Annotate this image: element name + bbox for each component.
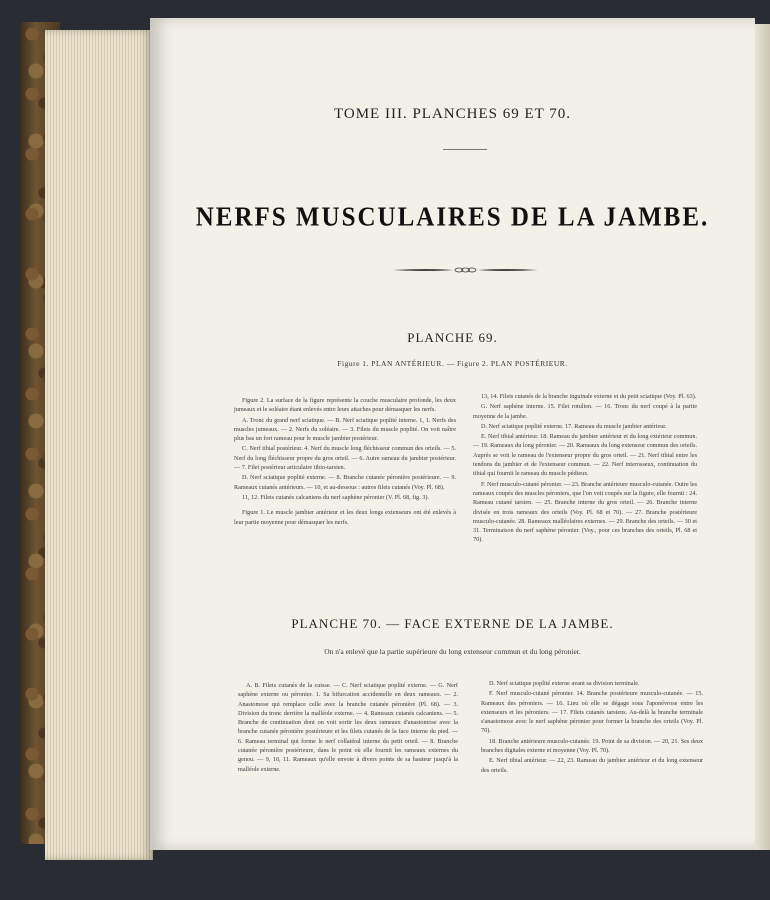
page-title: NERFS MUSCULAIRES DE LA JAMBE. xyxy=(195,202,710,233)
paragraph: Figure 2. La surface de la figure représente la couche musculaire profonde, les deux jumeaux et le soléaire étant enlevés entre leurs attaches pour démasquer les nerfs. xyxy=(234,397,456,414)
paragraph: Figure 1. Le muscle jambier antérieur et les deux longs extenseurs ont été enlevés à leur partie moyenne pour démasquer les nerfs. xyxy=(234,509,456,526)
plate-69-right-column xyxy=(473,392,697,546)
next-page-edge xyxy=(755,24,770,850)
page-edges xyxy=(45,30,153,860)
paragraph: D. Nerf sciatique poplité externe. 17. Rameau du muscle jambier antérieur. xyxy=(481,422,667,430)
paragraph: D. Nerf sciatique poplité externe. — 8. Branche cutanée péronière postérieure. — 9. Rameaux cutanés antérieurs. — 10, et au-dessous : autres filets cutanés (Voy. Pl. 68). xyxy=(234,474,456,491)
plate-70-note: On n'a enlevé que la partie supérieure du long extenseur commun et du long péronier. xyxy=(324,647,581,656)
ornament-divider xyxy=(393,266,538,274)
paragraph: 18. Branche antérieure musculo-cutanée. 19. Point de sa division. — 20, 21. Ses deux branches digitales externe et moyenne (Voy. Pl. 70). xyxy=(481,737,703,755)
plate-70-right-column xyxy=(481,679,703,776)
paragraph: E. Nerf tibial antérieur. — 22, 23. Rameau du jambier antérieur et du long extenseur des orteils. xyxy=(481,757,703,774)
plate-69-heading: PLANCHE 69. xyxy=(407,330,498,345)
paragraph: E. Nerf tibial antérieur. 18. Rameau du jambier antérieur et du long extérieur commun. — 19. Rameaux du long péronier. — 20. Rameaux du long extenseur commun des orteils. Auprès se voit le rameau de l'extenseur propre du gros orteil. — 21. Nerf tibial entre les tendons du jambier et de l'extenseur commun. — 22. Nerf interosseux, continuation du tibial qui fournit le rameau du muscle pédieux. xyxy=(473,433,697,478)
paragraph: F. Nerf musculo-cutané péronier. 14. Branche postérieure musculo-cutanée. — 15. Rameaux des péroniers. — 16. Lieu où elle se dégage sous l'aponévrose entre les extenseurs et les péroniers. — 17. Filets cutanés tarsiens. Au-delà la branche terminale s'anastomose avec le nerf saphène péronier pour former la branche des orteils (Voy. Pl. 70). xyxy=(481,690,703,735)
plate-69-figures-caption: Figure 1. PLAN ANTÉRIEUR. — Figure 2. PLAN POSTÉRIEUR. xyxy=(337,359,568,368)
plate-69-left-column xyxy=(234,396,456,528)
plate-70-heading: PLANCHE 70. — FACE EXTERNE DE LA JAMBE. xyxy=(291,616,614,631)
paragraph: A. Tronc du grand nerf sciatique. — B. Nerf sciatique poplité interne. 1, 1. Nerfs des muscles jumeaux. — 2. Nerfs du soléaire. — 3. Filets du muscle poplité. On voit naître plus bas un fort rameau pour le muscle jambier postérieur. xyxy=(234,416,456,443)
paragraph: 11, 12. Filets cutanés calcaniens du nerf saphène péronier (V. Pl. 68, fig. 3). xyxy=(242,493,429,501)
book-page xyxy=(150,18,755,850)
paragraph: G. Nerf saphène interne. 15. Filet rotulien. — 16. Tronc du nerf coupé à la partie moyenne de la jambe. xyxy=(473,403,697,420)
paragraph: D. Nerf sciatique poplité externe avant sa division terminale. xyxy=(489,680,640,687)
paragraph: 13, 14. Filets cutanés de la branche inguinale externe et du petit sciatique (Voy. Pl. 63). xyxy=(481,393,697,400)
volume-heading: TOME III. PLANCHES 69 ET 70. xyxy=(333,106,572,122)
paragraph: F. Nerf musculo-cutané péronier. — 23. Branche antérieure musculo-cutanée. Outre les rameaux coupés des muscles péroniers, que l'on voit coupés sur la figure, elle fournit : 24. Rameau cutané tarsien. — 25. Branche interne du gros orteil. — 26. Branche interne divisée en trois rameaux des orteils (Voy. Pl. 68 et 70). — 27. Branche postérieure musculo-cutanée. 28. Rameaux malléolaires externes. — 29. Branche des orteils. — 30 et 31. Terminaison du nerf saphène péronier. (Voy., pour ces branches des orteils, Pl. 68 et 70). xyxy=(473,480,697,544)
divider-rule xyxy=(443,149,487,150)
paragraph: C. Nerf tibial postérieur. 4. Nerf du muscle long fléchisseur commun des orteils. — 5. Nerf du long fléchisseur propre du gros orteil. — 6. Autre rameau du jambier postérieur. — 7. Filet postérieur articulaire tibio-tarsien. xyxy=(234,445,456,472)
plate-70-left-column xyxy=(238,681,458,775)
paragraph: A. B. Filets cutanés de la cuisse. — C. Nerf sciatique poplité externe. — G. Nerf saphène externe ou péronier. 1. Sa bifurcation accidentelle en deux rameaux. — 2. Anastomose qui remplace celle avec la branche cutanée péronière (Pl. 68). — 3. Division du tronc derrière la malléole externe. — 4. Rameaux cutanés calcaniens. — 5. Branche de continuation dont on voit sortir les deux rameaux d'anastomose avec la branche cutanée péronière postérieure et les filets cutanés de la face interne du pied. — 6. Rameau terminal qui forme le nerf collatéral interne du petit orteil. — 8. Branche cutanée péronière postérieure, dans le point où elle fournit les rameaux externes du genou. — 9, 10, 11. Rameaux qu'elle envoie à divers points de sa hauteur jusqu'à la malléole externe. xyxy=(238,682,458,773)
